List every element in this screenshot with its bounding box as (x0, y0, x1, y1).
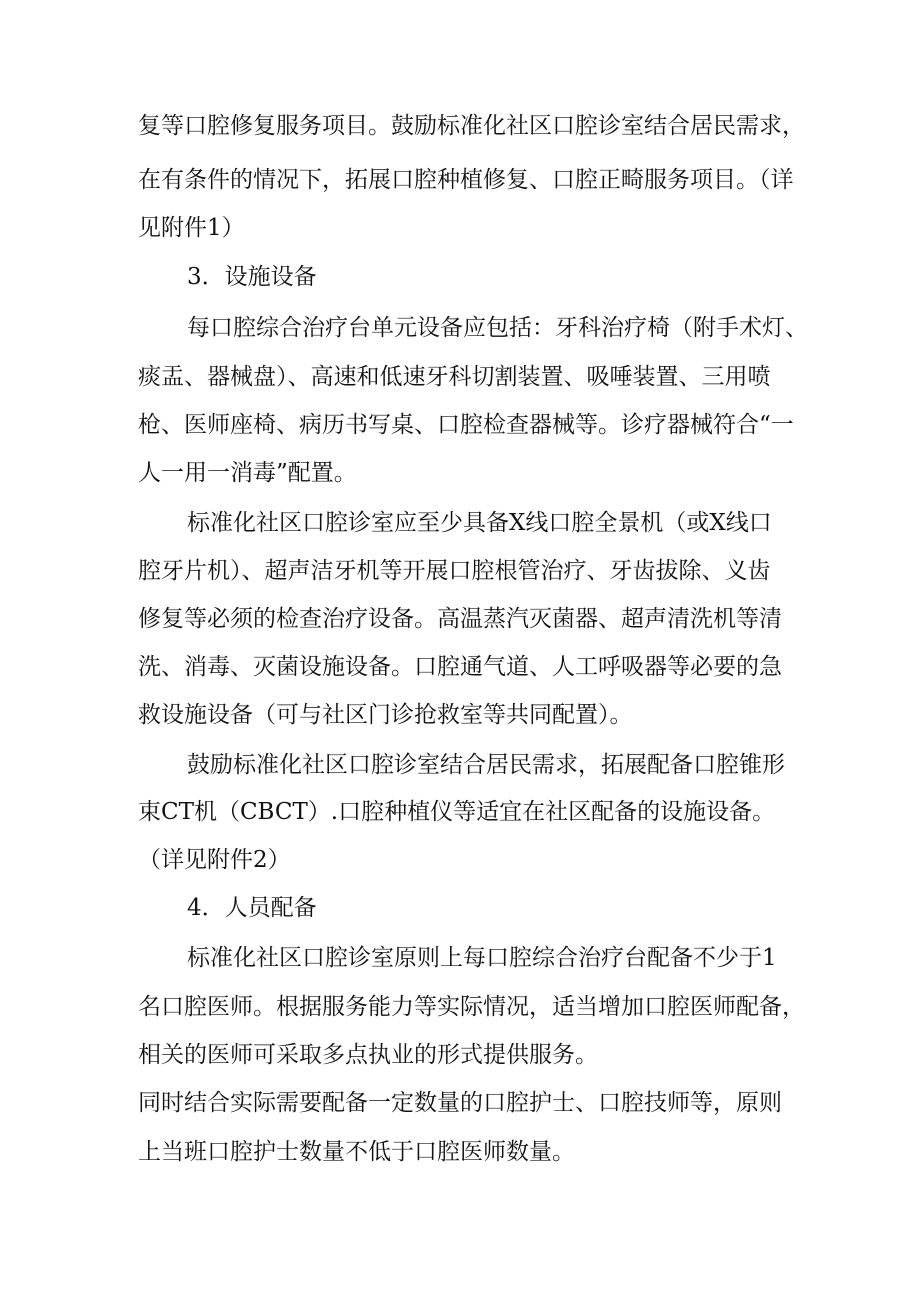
text-line: 修复等必须的检查治疗设备。高温蒸汽灭菌器、超声清洗机等清 (138, 606, 782, 632)
text-line: 标准化社区口腔诊室原则上每口腔综合治疗台配备不少于1 (187, 945, 777, 971)
text-line: 鼓励标准化社区口腔诊室结合居民需求，拓展配备口腔锥形 (187, 752, 785, 778)
text-line: 救设施设备（可与社区门诊抢救室等共同配置）。 (138, 702, 633, 728)
text-line: 相关的医师可采取多点执业的形式提供服务。 (138, 1042, 598, 1068)
text-line: 复等口腔修复服务项目。鼓励标准化社区口腔诊室结合居民需求， (138, 113, 805, 139)
text-line: 同时结合实际需要配备一定数量的口腔护士、口腔技师等，原则 (138, 1090, 782, 1116)
text-line: 人一用一消毒”配置。 (138, 460, 357, 486)
text-line: （详见附件2） (138, 847, 291, 873)
text-line: 腔牙片机）、超声洁牙机等开展口腔根管治疗、牙齿拔除、义齿 (138, 558, 771, 584)
text-line: 痰盂、器械盘）、高速和低速牙科切割装置、吸唾装置、三用喷 (138, 364, 771, 390)
text-line: 名口腔医师。根据服务能力等实际情况，适当增加口腔医师配备， (138, 994, 805, 1020)
section-heading-facilities: 3．设施设备 (187, 264, 317, 290)
text-line: 见附件1） (138, 215, 245, 241)
text-line: 每口腔综合治疗台单元设备应包括：牙科治疗椅（附手术灯、 (187, 315, 808, 341)
text-line: 束CT机（CBCT）.口腔种植仪等适宜在社区配备的设施设备。 (138, 799, 776, 825)
text-line: 上当班口腔护士数量不低于口腔医师数量。 (138, 1139, 575, 1165)
text-line: 标准化社区口腔诊室应至少具备X线口腔全景机（或X线口 (187, 510, 772, 536)
text-line: 洗、消毒、灭菌设施设备。口腔通气道、人工呼吸器等必要的急 (138, 654, 782, 680)
text-line: 在有条件的情况下，拓展口腔种植修复、口腔正畸服务项目。（详 (138, 167, 794, 193)
text-line: 枪、医师座椅、病历书写桌、口腔检查器械等。诊疗器械符合“一 (138, 412, 794, 438)
section-heading-staffing: 4．人员配备 (187, 895, 317, 921)
